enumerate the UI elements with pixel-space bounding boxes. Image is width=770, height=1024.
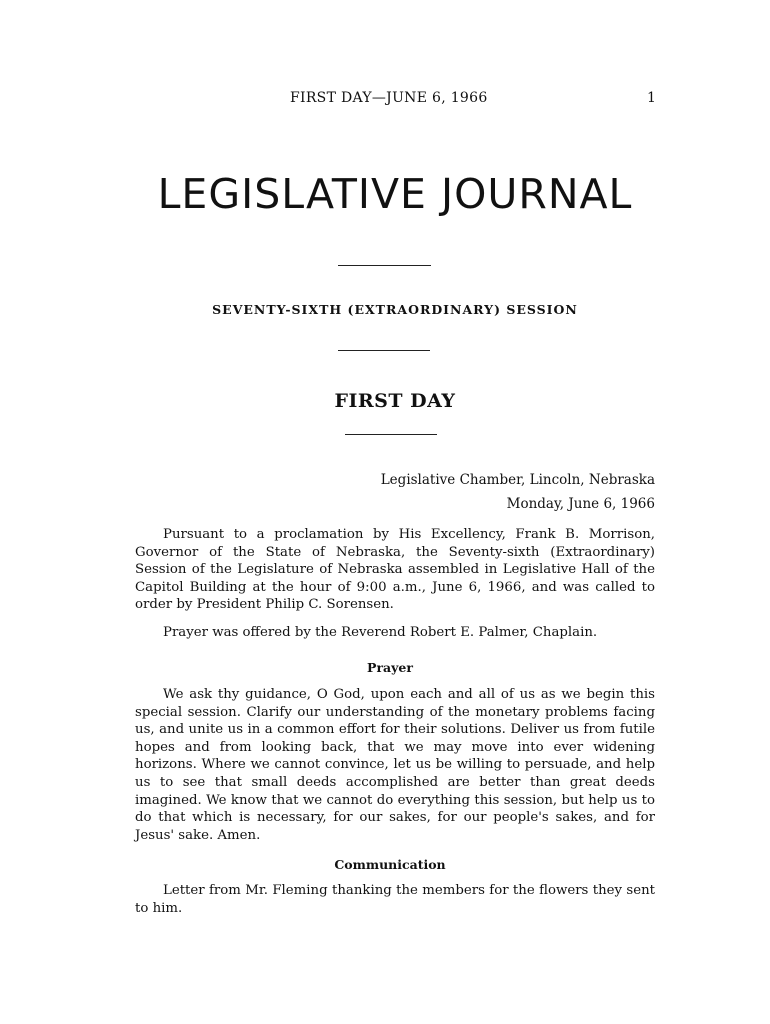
session-title: SEVENTY-SIXTH (EXTRAORDINARY) SESSION bbox=[212, 302, 578, 317]
ornament-rule-top bbox=[338, 265, 431, 266]
day-title: FIRST DAY bbox=[334, 390, 456, 412]
prayer-note: Prayer was offered by the Reverend Robert E. Palmer, Chaplain. bbox=[163, 625, 598, 640]
session-location: Legislative Chamber, Lincoln, Nebraska bbox=[380, 472, 655, 488]
page-number: 1 bbox=[647, 90, 656, 106]
session-date: Monday, June 6, 1966 bbox=[506, 496, 655, 512]
communication-heading: Communication bbox=[334, 857, 446, 872]
running-header: FIRST DAY—JUNE 6, 1966 bbox=[290, 90, 488, 106]
journal-title: LEGISLATIVE JOURNAL bbox=[157, 170, 633, 218]
prayer-text: We ask thy guidance, O God, upon each and all of us as we begin this special session. Clarify our understanding of the monetary problems facing us, and unite us in a common effort for their solutions. Deliver us from futile hopes and from looking back, that we may move into ever widening horizons. Where we cannot convince, let us be willing to persuade, and help us to see that small deeds accomplished are better than great deeds imagined. We know that we cannot do everything this session, but help us to do that which is necessary, for our sakes, for our people's sakes, and for Jesus' sake. Amen. bbox=[135, 687, 655, 843]
opening-paragraph: Pursuant to a proclamation by His Excellency, Frank B. Morrison, Governor of the State of Nebraska, the Seventy-sixth (Extraordinary) Session of the Legislature of Nebraska assembled in Legislative Hall of the Capitol Building at the hour of 9:00 a.m., June 6, 1966, and was called to order by President Philip C. Sorensen. bbox=[135, 527, 655, 613]
divider-rule bbox=[345, 434, 437, 435]
communication-text: Letter from Mr. Fleming thanking the members for the flowers they sent to him. bbox=[135, 883, 655, 916]
ornament-rule-middle bbox=[338, 350, 430, 351]
prayer-heading: Prayer bbox=[367, 660, 413, 675]
